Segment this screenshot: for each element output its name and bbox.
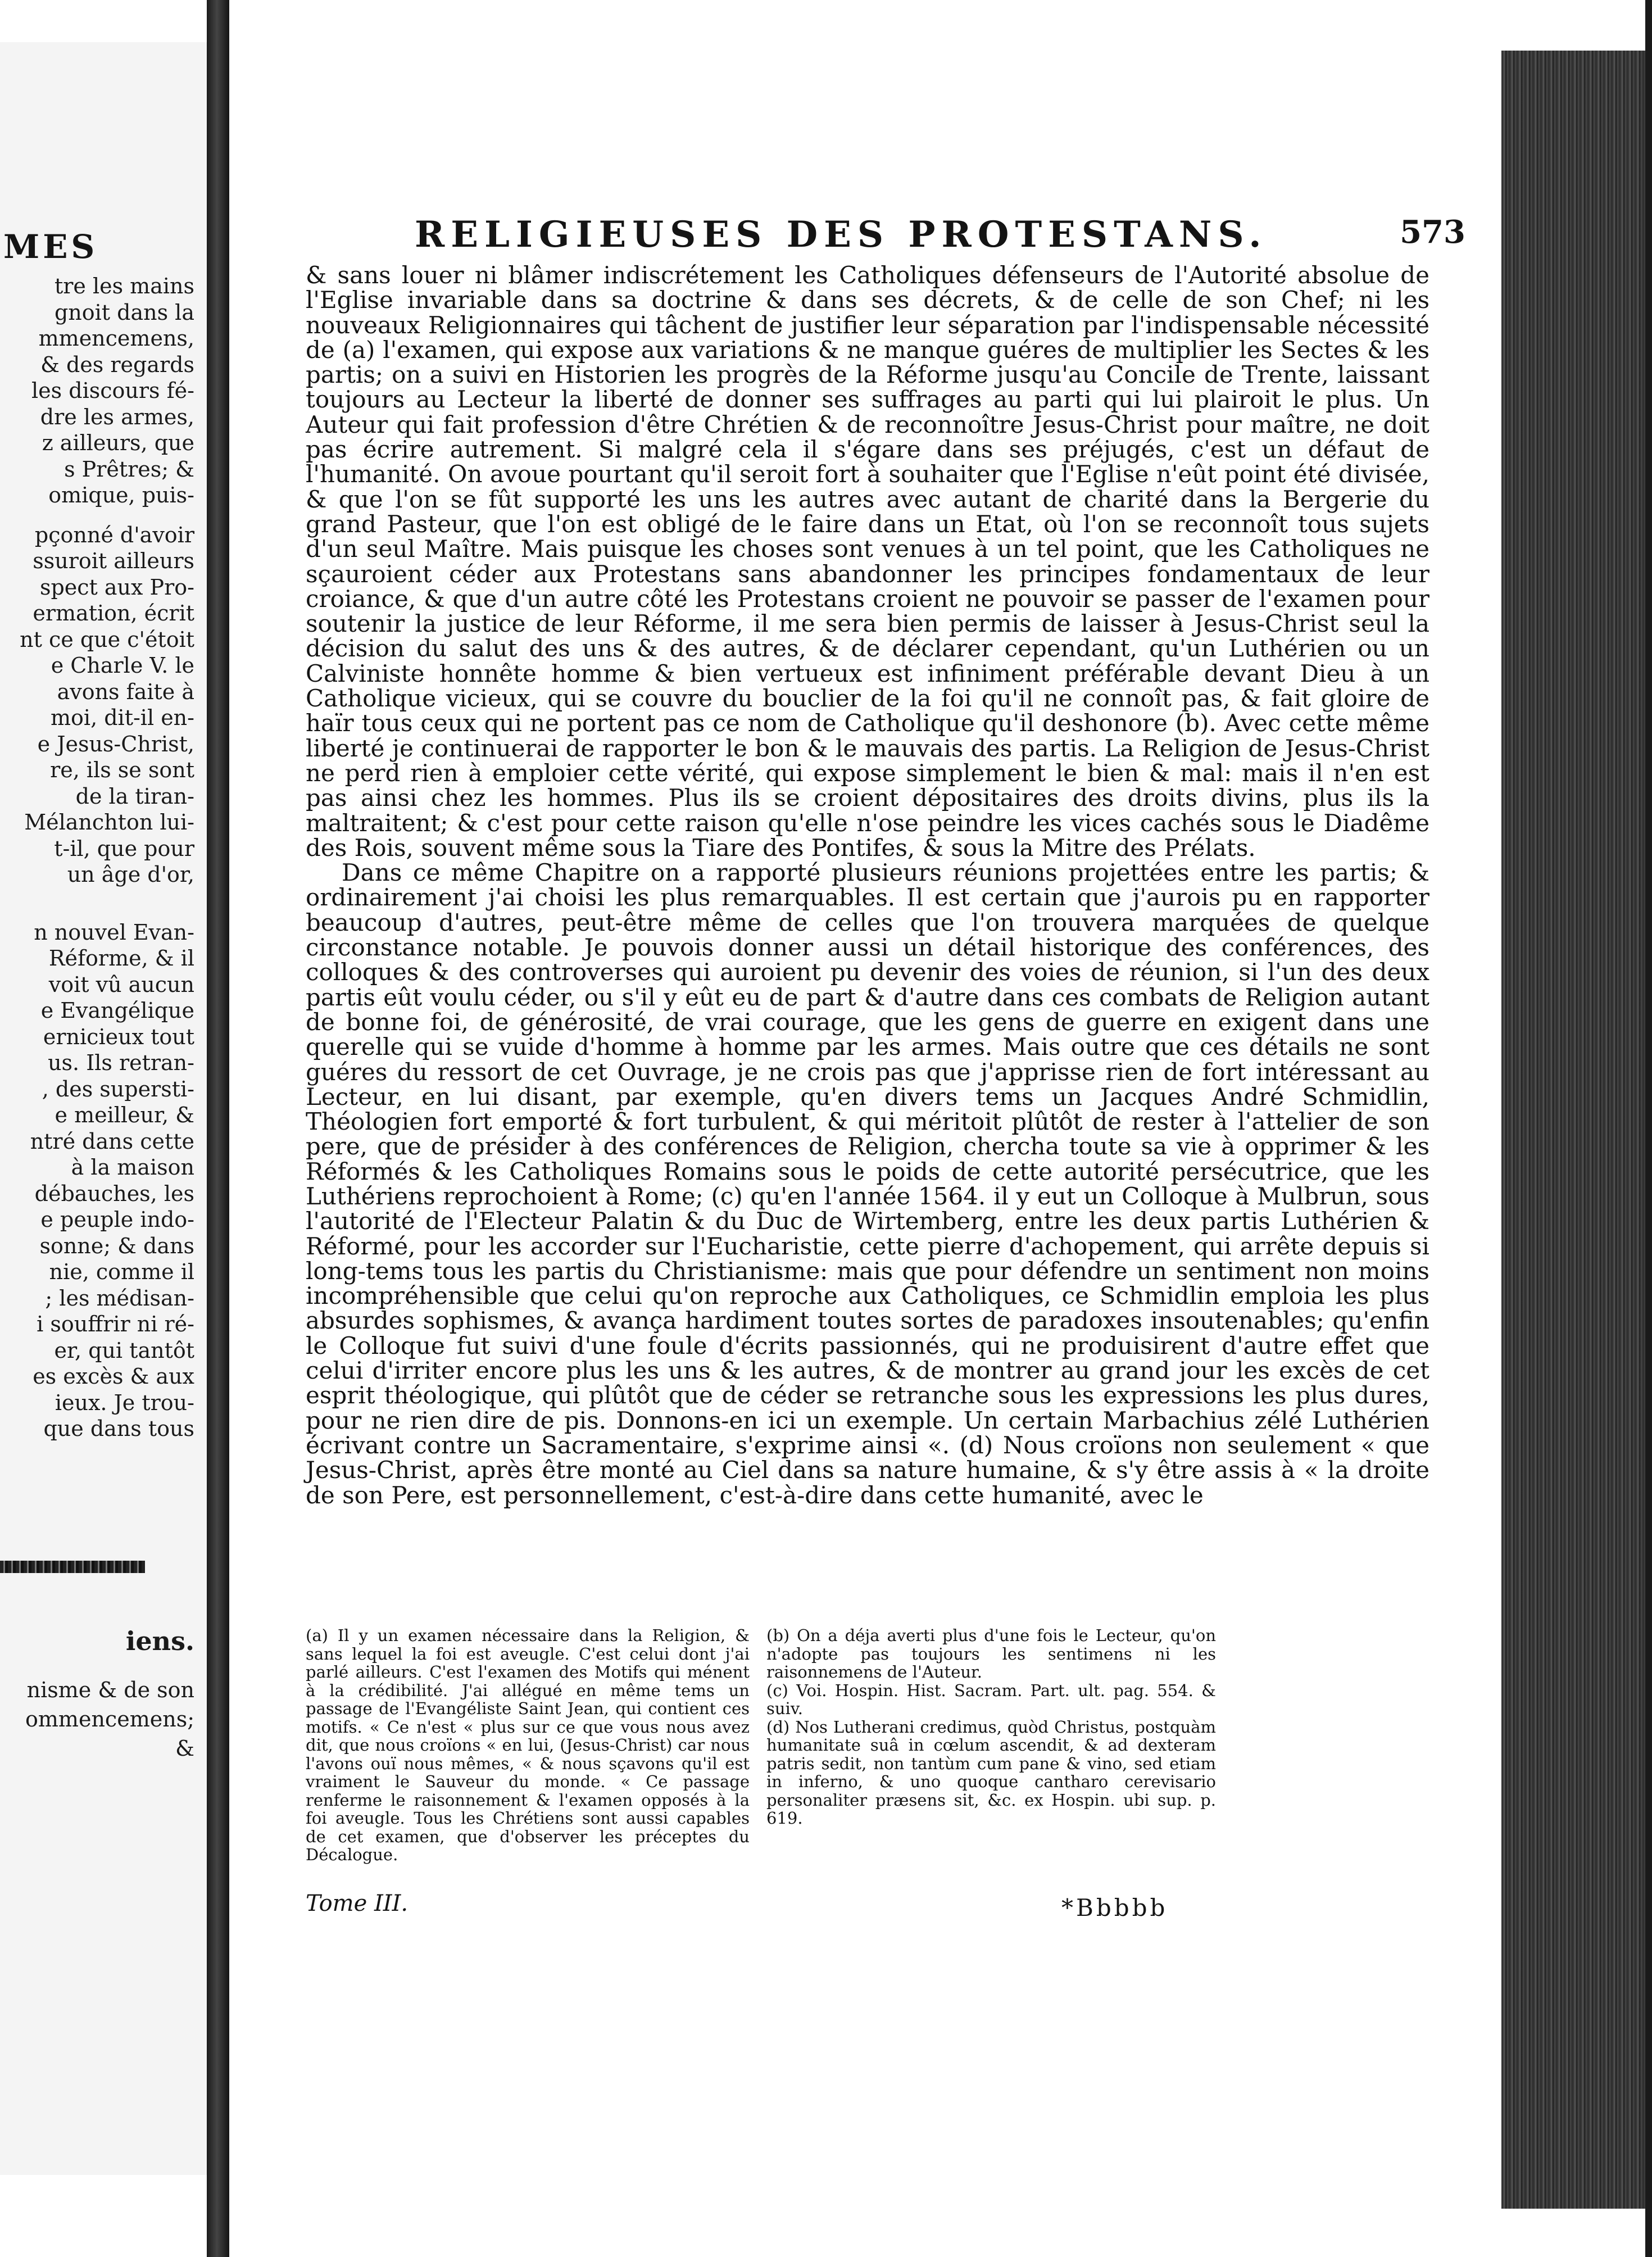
previous-page-fragment <box>0 42 207 2175</box>
previous-page-line: les discours fé- <box>31 378 194 403</box>
previous-page-line: e Jesus-Christ, <box>37 731 194 756</box>
previous-page-line: ermation, écrit <box>33 601 194 626</box>
book-gutter <box>207 0 229 2257</box>
previous-page-line: & <box>175 1736 194 1761</box>
previous-page-line: omique, puis- <box>48 483 194 507</box>
previous-page-line: es excès & aux <box>33 1364 194 1389</box>
previous-page-line: Réforme, & il <box>48 946 194 971</box>
previous-page-line: spect aux Pro- <box>39 574 194 600</box>
previous-page-line: z ailleurs, que <box>42 430 194 455</box>
book-page <box>229 52 1501 2211</box>
previous-page-line: gnoit dans la <box>54 300 194 325</box>
previous-page-line: moi, dit-il en- <box>51 705 194 730</box>
previous-page-line: nie, comme il <box>49 1259 194 1284</box>
previous-page-line: nisme & de son <box>26 1678 194 1702</box>
previous-page-line: de la tiran- <box>75 783 194 809</box>
previous-page-line: nt ce que c'étoit <box>20 627 194 652</box>
previous-page-line: sonne; & dans <box>39 1233 194 1258</box>
previous-page-line: pçonné d'avoir <box>34 522 194 547</box>
body-text <box>306 263 1429 1508</box>
previous-page-line: , des supersti- <box>42 1076 194 1102</box>
page-number: 573 <box>1400 214 1465 251</box>
previous-page-line: e peuple indo- <box>40 1207 194 1232</box>
previous-page-rule <box>0 1561 145 1573</box>
previous-page-line: s Prêtres; & <box>64 456 194 482</box>
previous-page-line: e Evangélique <box>40 998 194 1023</box>
previous-page-line: e Charle V. le <box>51 653 194 678</box>
previous-page-line: t-il, que pour <box>54 836 194 861</box>
previous-page-line: iens. <box>125 1626 194 1656</box>
footnote-c: (c) Voi. Hospin. Hist. Sacram. Part. ult. pag. 554. & suiv. <box>766 1680 1216 1718</box>
previous-page-line: n nouvel Evan- <box>34 919 194 945</box>
book-edge <box>1645 0 1652 2257</box>
previous-page-line: ntré dans cette <box>30 1128 194 1154</box>
tome-label: Tome III. <box>306 1891 409 1916</box>
previous-page-line: voit vû aucun <box>48 972 194 997</box>
printer-signature: *Bbbbb <box>1061 1894 1168 1921</box>
footnotes <box>306 1626 1435 1919</box>
footnote-b: (b) On a déja averti plus d'une fois le Lecteur, qu'on n'adopte pas toujours les sentimens ni les raisonnemens de l'Auteur. <box>766 1626 1216 1682</box>
previous-page-line: re, ils se sont <box>50 758 194 782</box>
previous-page-line: ssuroit ailleurs <box>33 549 194 573</box>
previous-page-line: e meilleur, & <box>55 1103 194 1127</box>
previous-page-line: ; les médisan- <box>45 1285 194 1311</box>
previous-page-line: & des regards <box>40 352 194 377</box>
previous-page-line: que dans tous <box>43 1416 194 1441</box>
previous-page-line: ernicieux tout <box>43 1024 194 1049</box>
body-paragraph: & sans louer ni blâmer indiscrétement les Catholiques défenseurs de l'Autorité absolue de l'Eglise invariable dans sa doctrine & dans ses décrets, & de celle de son Chef; ni les nouveaux Religionnaires qui tâchent de justifier leur séparation par l'indispensable nécessité de (a) l'examen, qui expose aux variations & ne manque guéres de multiplier les Sectes & les partis; on a suivi en Historien les progrès de la Réforme jusqu'au Concile de Trente, laissant toujours au Lecteur la liberté de donner ses suffrages au parti qui lui plairoit le plus. Un Auteur qui fait profession d'être Chrétien & de reconnoître Jesus-Christ pour maître, ne doit pas écrire autrement. Si malgré cela il s'égare dans ses préjugés, c'est un défaut de l'humanité. On avoue pourtant qu'il seroit fort à souhaiter que l'Eglise n'eût point été divisée, & que l'on se fût supporté les uns les autres avec autant de charité dans la Bergerie du grand Pasteur, que l'on est obligé de le faire dans un Etat, où l'on se reconnoît tous sujets d'un seul Maître. Mais puisque les choses sont venues à un tel point, que les Catholiques ne sçauroient céder aux Protestans sans abandonner les principes fondamentaux de leur croiance, & que d'un autre côté les Protestans croient ne pouvoir se passer de l'examen pour soutenir la justice de leur Réforme, il me sera bien permis de laisser à Jesus-Christ seul la décision du salut des uns & des autres, & de déclarer cependant, qu'un Luthérien ou un Calviniste honnête homme & bien vertueux est infiniment préférable devant Dieu à un Catholique vicieux, qui se couvre du bouclier de la foi qu'il ne connoît pas, & fait gloire de haïr tous ceux qui ne portent pas ce nom de Catholique qu'il deshonore (b). Avec cette même liberté je continuerai de rapporter le bon & le mauvais des partis. La Religion de Jesus-Christ ne perd rien à emploier cette vérité, qui expose simplement le bien & mal: mais il n'en est pas ainsi chez les hommes. Plus ils se croient dépositaires des droits divins, plus ils la maltraitent; & c'est pour cette raison qu'elle n'ose peindre les vices cachés sous le Diadême des Rois, souvent même sous la Tiare des Pontifes, & sous la Mitre des Prélats. <box>306 261 1429 862</box>
signature-row <box>306 1891 1233 1924</box>
previous-page-line: avons faite à <box>57 679 194 704</box>
previous-page-line: us. Ils retran- <box>48 1050 194 1075</box>
running-title: RELIGIEUSES DES PROTESTANS. <box>415 214 1268 256</box>
body-paragraph: Dans ce même Chapitre on a rapporté plusieurs réunions projettées entre les partis; & ordinairement j'ai choisi les plus remarquables. Il est certain que j'aurois pu en rapporter beaucoup d'autres, peut-être même de celles que l'on trouvera marquées de quelque circonstance notable. Je pouvois donner aussi un détail historique des conférences, des colloques & des controverses qui auroient pu devenir des voies de réunion, si l'un des deux partis eût voulu céder, ou s'il y eût eu de part & d'autre dans ces combats de Religion autant de bonne foi, de générosité, de vrai courage, que les gens de guerre en exigent dans une querelle qui se vuide d'homme à homme par les armes. Mais outre que ces détails ne sont guéres du ressort de cet Ouvrage, je ne crois pas que j'apprisse rien de fort intéressant au Lecteur, en lui disant, par exemple, qu'en divers tems un Jacques André Schmidlin, Théologien fort emporté & fort turbulent, & qui méritoit plûtôt de rester à l'attelier de son pere, que de présider à des conférences de Religion, chercha toute sa vie à opprimer & les Réformés & les Catholiques Romains sous le poids de cette autorité persécutrice, que les Luthériens reprochoient à Rome; (c) qu'en l'année 1564. il y eut un Colloque à Mulbrun, sous l'autorité de l'Electeur Palatin & du Duc de Wirtemberg, entre les deux partis Luthérien & Réformé, pour les accorder sur l'Eucharistie, cette pierre d'achopement, qui arrête depuis si long-tems tous les partis du Christianisme: mais que pour défendre un sentiment non moins incompréhensible que celui qu'on reproche aux Catholiques, ce Schmidlin emploia les plus absurdes sophismes, & avança hardiment toutes sortes de paradoxes insoutenables; qu'enfin le Colloque fut suivi d'une foule d'écrits passionnés, qui ne produisirent d'autre effet que celui d'irriter encore plus les uns & les autres, & de montrer au grand jour les excès de cet esprit théologique, qui plûtôt que de céder se retranche sous les expressions les plus dures, pour ne rien dire de pis. Donnons-en ici un exemple. Un certain Marbachius zélé Luthérien écrivant contre un Sacramentaire, s'exprime ainsi «. (d) Nous croïons non seulement « que Jesus-Christ, après être monté au Ciel dans sa nature humaine, & s'y être assis à « la droite de son Pere, est personnellement, c'est-à-dire dans cette humanité, avec le <box>306 859 1429 1509</box>
previous-page-line: un âge d'or, <box>67 862 194 887</box>
previous-page-line: dre les armes, <box>40 404 194 429</box>
page-edges <box>1501 51 1652 2209</box>
footnote-column-right <box>766 1626 1216 1828</box>
previous-page-line: débauches, les <box>34 1181 194 1206</box>
previous-page-line: mmencemens, <box>38 326 194 351</box>
running-head <box>415 214 1465 264</box>
footnote-d: (d) Nos Lutherani credimus, quòd Christus, postquàm humanitate suâ in cœlum ascendit, & ad dexteram patris sedit, non tantùm cum pane & vino, sed etiam in inferno, & uno quoque cantharo cerevisario personaliter præsens sit, &c. ex Hospin. ubi sup. p. 619. <box>766 1717 1216 1828</box>
previous-page-line: tre les mains <box>54 274 194 298</box>
previous-page-heading: MES <box>3 228 98 266</box>
previous-page-line: à la maison <box>71 1155 194 1180</box>
previous-page-line: ieux. Je trou- <box>55 1390 194 1415</box>
previous-page-line: i souffrir ni ré- <box>37 1312 194 1336</box>
previous-page-line: Mélanchton lui- <box>24 810 194 835</box>
footnote-a: (a) Il y un examen nécessaire dans la Religion, & sans lequel la foi est aveugle. C'est celui dont j'ai parlé ailleurs. C'est l'examen des Motifs qui ménent à la crédibilité. J'ai allégué en même tems un passage de l'Evangéliste Saint Jean, qui contient ces motifs. « Ce n'est « plus sur ce que vous nous avez dit, que nous croïons « en lui, (Jesus-Christ) car nous l'avons ouï nous mêmes, « & nous sçavons qu'il est vraiment le Sauveur du monde. « Ce passage renferme le raisonnement & l'examen opposés à la foi aveugle. Tous les Chrétiens sont aussi capables de cet examen, que d'observer les préceptes du Décalogue. <box>306 1626 750 1864</box>
previous-page-line: ommencemens; <box>25 1707 194 1732</box>
footnote-column-left <box>306 1626 750 1864</box>
previous-page-line: er, qui tantôt <box>54 1338 194 1363</box>
